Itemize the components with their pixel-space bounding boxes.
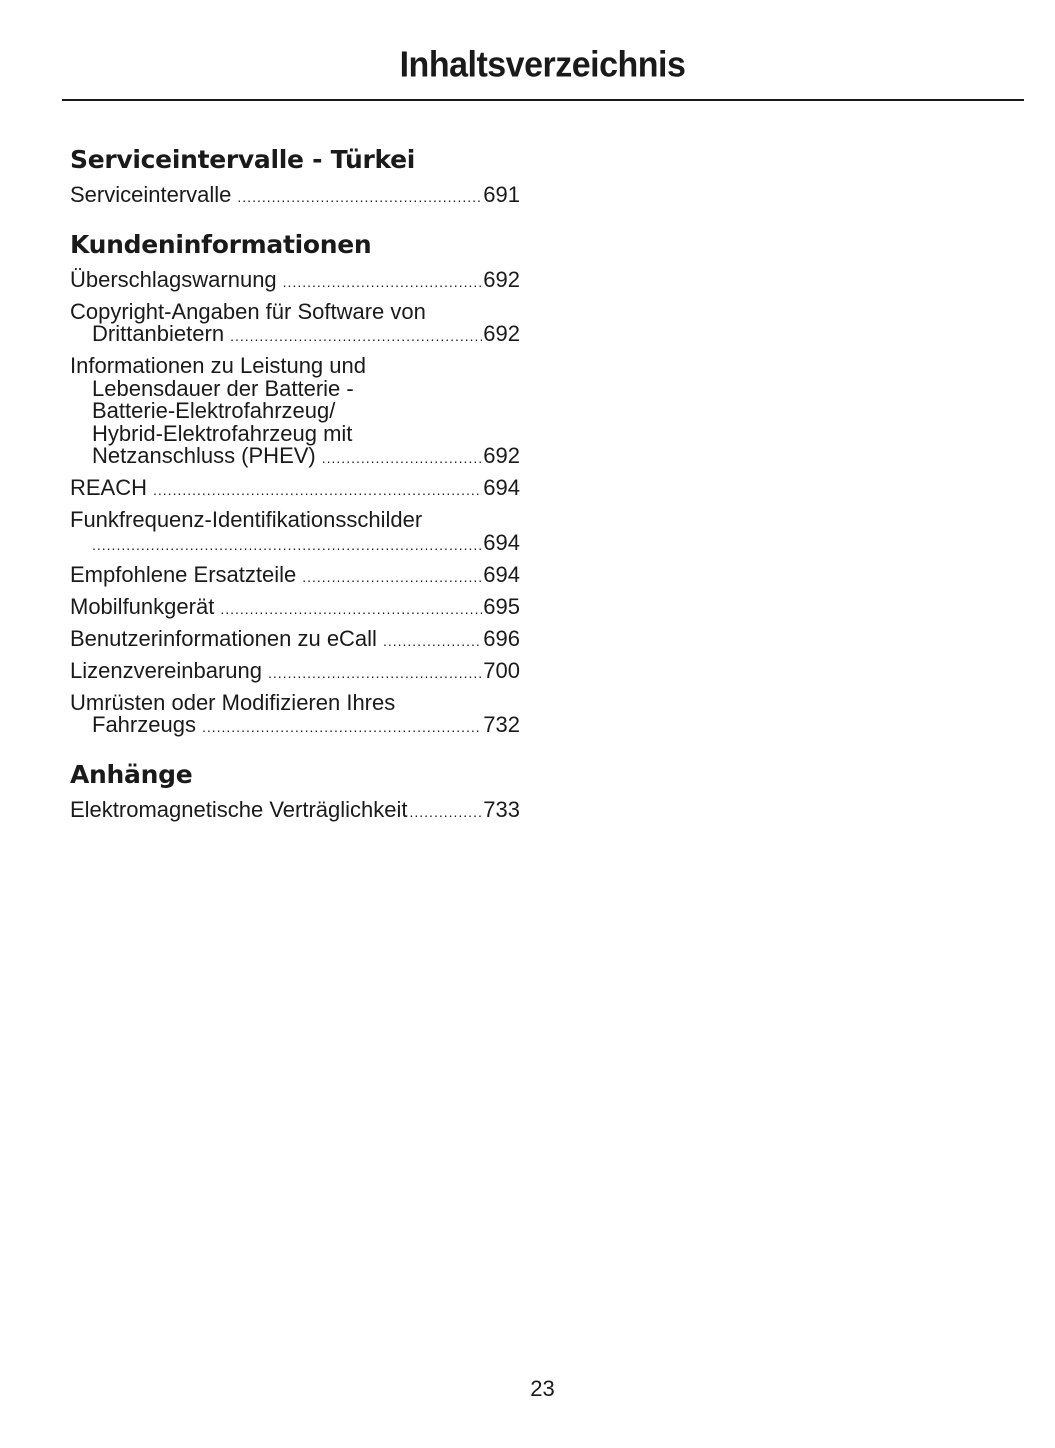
toc-entry[interactable] — [70, 689, 520, 739]
dot-leader — [237, 186, 482, 209]
entry-label: Empfohlene Ersatzteile — [70, 561, 297, 587]
entry-label: Überschlagswarnung — [70, 266, 277, 292]
entry-page: 733 — [483, 796, 520, 822]
toc-section-serviceintervalle — [70, 142, 520, 209]
toc-entry[interactable] — [70, 657, 520, 685]
entry-label: Lizenzvereinbarung — [70, 657, 263, 683]
title-divider — [62, 99, 1024, 101]
toc-entry[interactable] — [70, 561, 520, 589]
entry-label-line: Hybrid-Elektrofahrzeug mit — [92, 420, 353, 446]
toc-section-anhaenge — [70, 757, 520, 824]
toc-entry[interactable] — [70, 266, 520, 294]
dot-leader — [202, 716, 482, 739]
dot-leader — [410, 801, 483, 824]
entry-label: Fahrzeugs — [92, 712, 196, 737]
entry-label: REACH — [70, 475, 148, 500]
entry-page: 700 — [483, 657, 520, 683]
entry-page: 692 — [483, 321, 520, 346]
entry-label-line: Funkfrequenz-Identifikationsschilder — [70, 507, 423, 532]
dot-leader — [268, 662, 482, 685]
entry-label-line: Umrüsten oder Modifizieren Ihres — [70, 689, 396, 715]
dot-leader — [283, 271, 483, 294]
entry-label: Elektromagnetische Verträglichkeit — [70, 796, 408, 822]
entry-page: 694 — [483, 475, 520, 500]
toc-section-kundeninformationen — [70, 227, 520, 739]
dot-leader — [92, 534, 482, 557]
toc-entry[interactable] — [70, 625, 520, 653]
entry-page: 732 — [483, 712, 520, 737]
entry-page: 691 — [483, 182, 520, 207]
entry-label-line: Batterie-Elektrofahrzeug/ — [92, 398, 336, 423]
toc-entry[interactable] — [70, 184, 520, 209]
toc-entry[interactable] — [70, 477, 520, 502]
dot-leader — [322, 447, 483, 470]
dot-leader — [220, 598, 482, 621]
entry-label: Netzanschluss (PHEV) — [92, 443, 316, 468]
toc-entry[interactable] — [70, 509, 520, 556]
entry-page: 696 — [483, 625, 520, 651]
entry-label-line: Lebensdauer der Batterie - — [92, 375, 354, 401]
dot-leader — [153, 479, 482, 502]
toc-entry[interactable] — [70, 796, 520, 824]
entry-page: 692 — [483, 266, 520, 292]
entry-page: 692 — [483, 443, 520, 468]
toc-entry[interactable] — [70, 298, 520, 348]
dot-leader — [383, 630, 482, 653]
dot-leader — [302, 566, 482, 589]
toc-entry[interactable] — [70, 355, 520, 470]
entry-page: 694 — [483, 529, 520, 555]
table-of-contents — [70, 142, 520, 841]
entry-label: Drittanbietern — [92, 321, 225, 346]
section-title: Anhänge — [70, 759, 193, 789]
toc-entry[interactable] — [70, 593, 520, 621]
entry-label: Benutzerinformationen zu eCall — [70, 625, 377, 651]
section-title: Kundeninformationen — [70, 229, 372, 259]
entry-label: Serviceintervalle — [70, 182, 232, 207]
page-number: 23 — [530, 1376, 555, 1401]
section-title: Serviceintervalle - Türkei — [70, 145, 416, 174]
entry-page: 694 — [483, 561, 520, 587]
entry-label: Mobilfunkgerät — [70, 593, 215, 619]
dot-leader — [230, 325, 482, 348]
entry-label-line: Copyright-Angaben für Software von — [70, 298, 426, 324]
entry-label-line: Informationen zu Leistung und — [70, 353, 366, 378]
page-title: Inhaltsverzeichnis — [399, 45, 686, 85]
entry-page: 695 — [483, 593, 520, 619]
